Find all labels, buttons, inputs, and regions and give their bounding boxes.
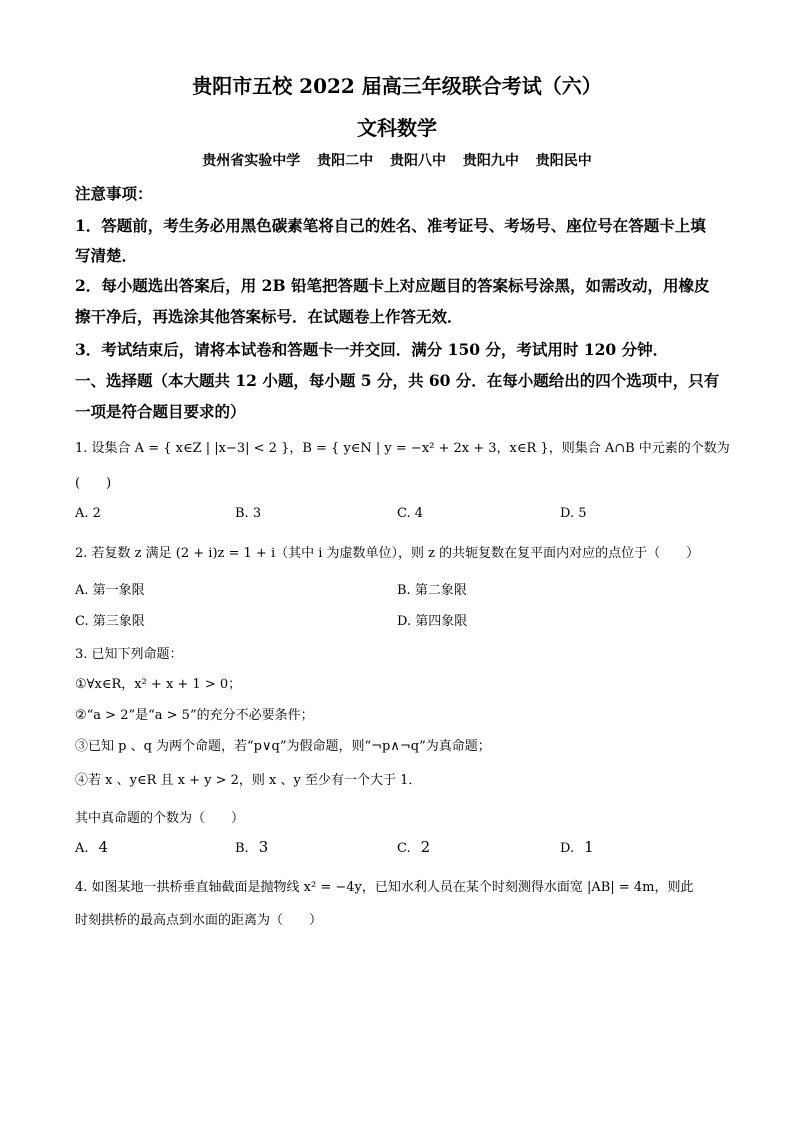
q3-statement-1: ①∀x∈R，x² + x + 1 > 0； [75,677,242,692]
q3-option-c [397,838,430,856]
q2-option-a: A. 第一象限 [75,583,145,598]
q3-statement-3: ③已知 p 、q 为两个命题，若“p∨q”为假命题，则“¬p∧¬q”为真命题； [75,739,491,754]
notice-item-2: 2．每小题选出答案后，用 2B 铅笔把答题卡上对应题目的答案标号涂黑，如需改动，用橡皮 [75,276,710,295]
notice-item-2-cont: 擦干净后，再选涂其他答案标号．在试题卷上作答无效． [75,307,463,326]
q1-option-b: B. 3 [235,506,262,521]
q2-option-b: B. 第二象限 [397,583,467,598]
section-heading: 一、选择题（本大题共 12 小题，每小题 5 分，共 60 分．在每小题给出的四个选项中，只有 [75,371,720,390]
q3-ask: 其中真命题的个数为（ ） [75,811,245,826]
q1-option-d: D. 5 [560,506,587,521]
q2-option-d: D. 第四象限 [397,614,468,629]
notice-heading: 注意事项： [75,184,153,203]
exam-title: 贵阳市五校 2022 届高三年级联合考试（六） [192,74,602,98]
q1-paren: ( ) [75,476,112,491]
option-label: C. [397,841,411,856]
option-label: B. [235,841,249,856]
q3-statement-4: ④若 x 、y∈R 且 x + y > 2，则 x 、y 至少有一个大于 1． [75,773,422,788]
q4-stem-cont: 时刻拱桥的最高点到水面的距离为（ ） [75,913,323,928]
option-value: 1 [584,838,594,856]
option-value: 4 [98,838,109,856]
option-label: A. [75,841,89,856]
notice-item-1-cont: 写清楚． [75,246,138,265]
option-value: 2 [420,838,431,856]
q3-statement-2: ②“a > 2”是“a > 5”的充分不必要条件； [75,708,314,723]
q3-option-b [235,838,268,856]
option-value: 3 [258,838,269,856]
q1-option-c: C. 4 [397,506,424,521]
notice-item-3: 3．考试结束后，请将本试卷和答题卡一并交回．满分 150 分，考试用时 120 分钟． [75,340,669,359]
q4-stem: 4. 如图某地一拱桥垂直轴截面是抛物线 x² = −4y，已知水利人员在某个时刻测得水面宽 |AB| = 4m，则此 [75,880,694,895]
q3-stem: 3. 已知下列命题： [75,647,183,662]
q2-option-c: C. 第三象限 [75,614,145,629]
q1-stem: 1. 设集合 A = { x∈Z | |x−3| < 2 }，B = { y∈N | y = −x² + 2x + 3，x∈R }，则集合 A∩B 中元素的个数为 [75,441,730,456]
q3-option-d [560,838,594,856]
school-list: 贵州省实验中学 贵阳二中 贵阳八中 贵阳九中 贵阳民中 [202,153,592,169]
option-label: D. [560,841,575,856]
exam-subject: 文科数学 [357,116,437,140]
q3-option-a [75,838,108,856]
section-heading-cont: 一项是符合题目要求的） [75,402,246,421]
q2-stem: 2. 若复数 z 满足 (2 + i)z = 1 + i（其中 i 为虚数单位），则 z 的共轭复数在复平面内对应的点位于（ ） [75,546,700,561]
notice-item-1: 1．答题前，考生务必用黑色碳素笔将自己的姓名、准考证号、考场号、座位号在答题卡上填 [75,216,706,235]
q1-option-a: A. 2 [75,506,101,521]
